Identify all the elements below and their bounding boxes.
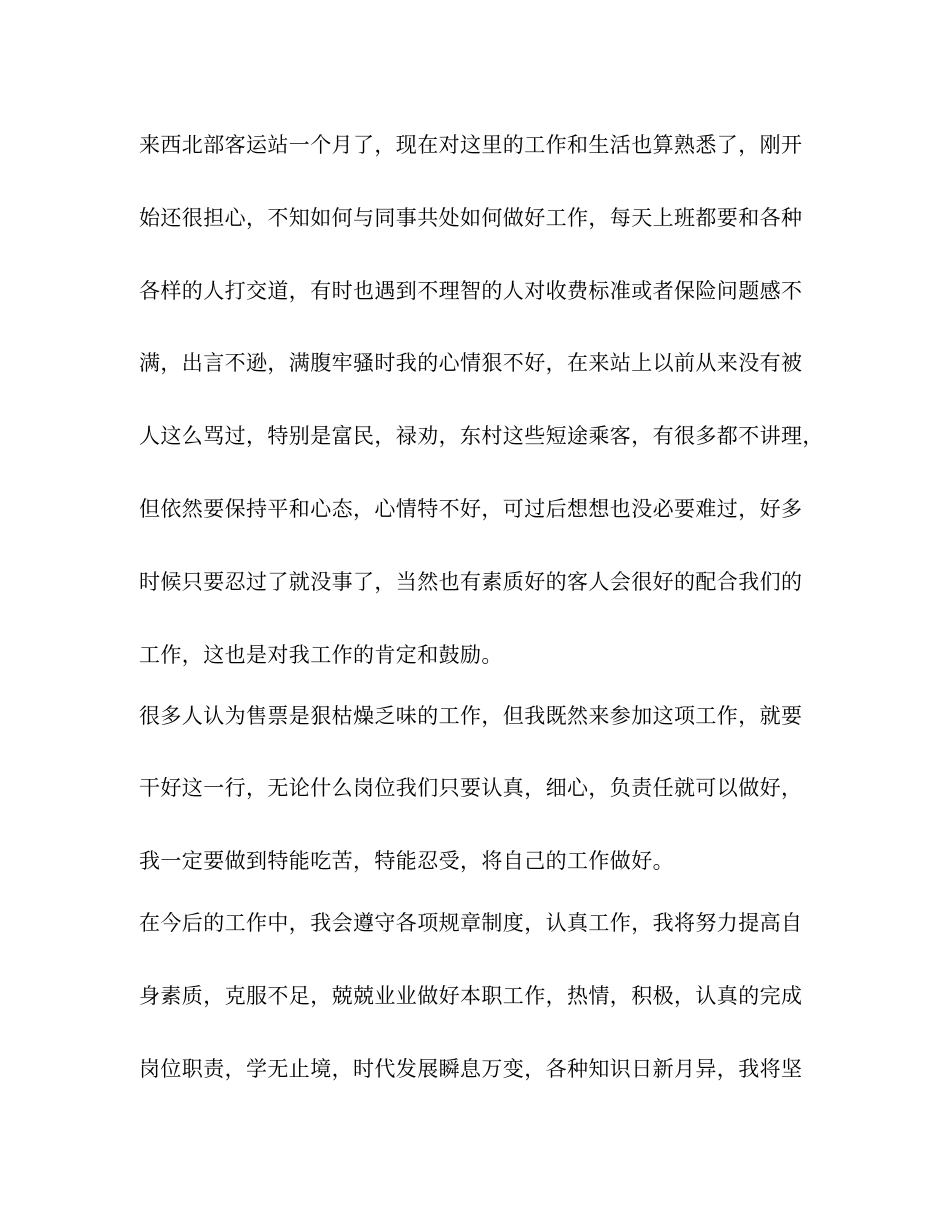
text-line: 工作，这也是对我工作的肯定和鼓励。 (139, 643, 503, 667)
text-line: 岗位职责，学无止境，时代发展瞬息万变，各种知识日新月异，我将坚 (139, 1057, 803, 1081)
text-line: 很多人认为售票是狠枯燥乏味的工作，但我既然来参加这项工作，就要 (139, 704, 803, 728)
text-line: 在今后的工作中，我会遵守各项规章制度，认真工作，我将努力提高自 (139, 911, 803, 935)
text-line: 人这么骂过，特别是富民，禄劝，东村这些短途乘客，有很多都不讲理， (139, 424, 824, 448)
text-line: 身素质，克服不足，兢兢业业做好本职工作，热情，积极，认真的完成 (139, 984, 803, 1008)
text-line: 时候只要忍过了就没事了，当然也有素质好的客人会很好的配合我们的 (139, 570, 803, 594)
text-line: 来西北部客运站一个月了，现在对这里的工作和生活也算熟悉了，刚开 (139, 133, 803, 157)
text-line: 各样的人打交道，有时也遇到不理智的人对收费标准或者保险问题感不 (139, 279, 803, 303)
text-line: 但依然要保持平和心态，心情特不好，可过后想想也没必要难过，好多 (139, 497, 803, 521)
text-line: 始还很担心，不知如何与同事共处如何做好工作，每天上班都要和各种 (139, 206, 803, 230)
text-line: 干好这一行，无论什么岗位我们只要认真，细心，负责任就可以做好， (139, 776, 803, 800)
text-line: 满，出言不逊，满腹牢骚时我的心情狠不好，在来站上以前从来没有被 (139, 351, 803, 375)
text-line: 我一定要做到特能吃苦，特能忍受，将自己的工作做好。 (139, 849, 674, 873)
